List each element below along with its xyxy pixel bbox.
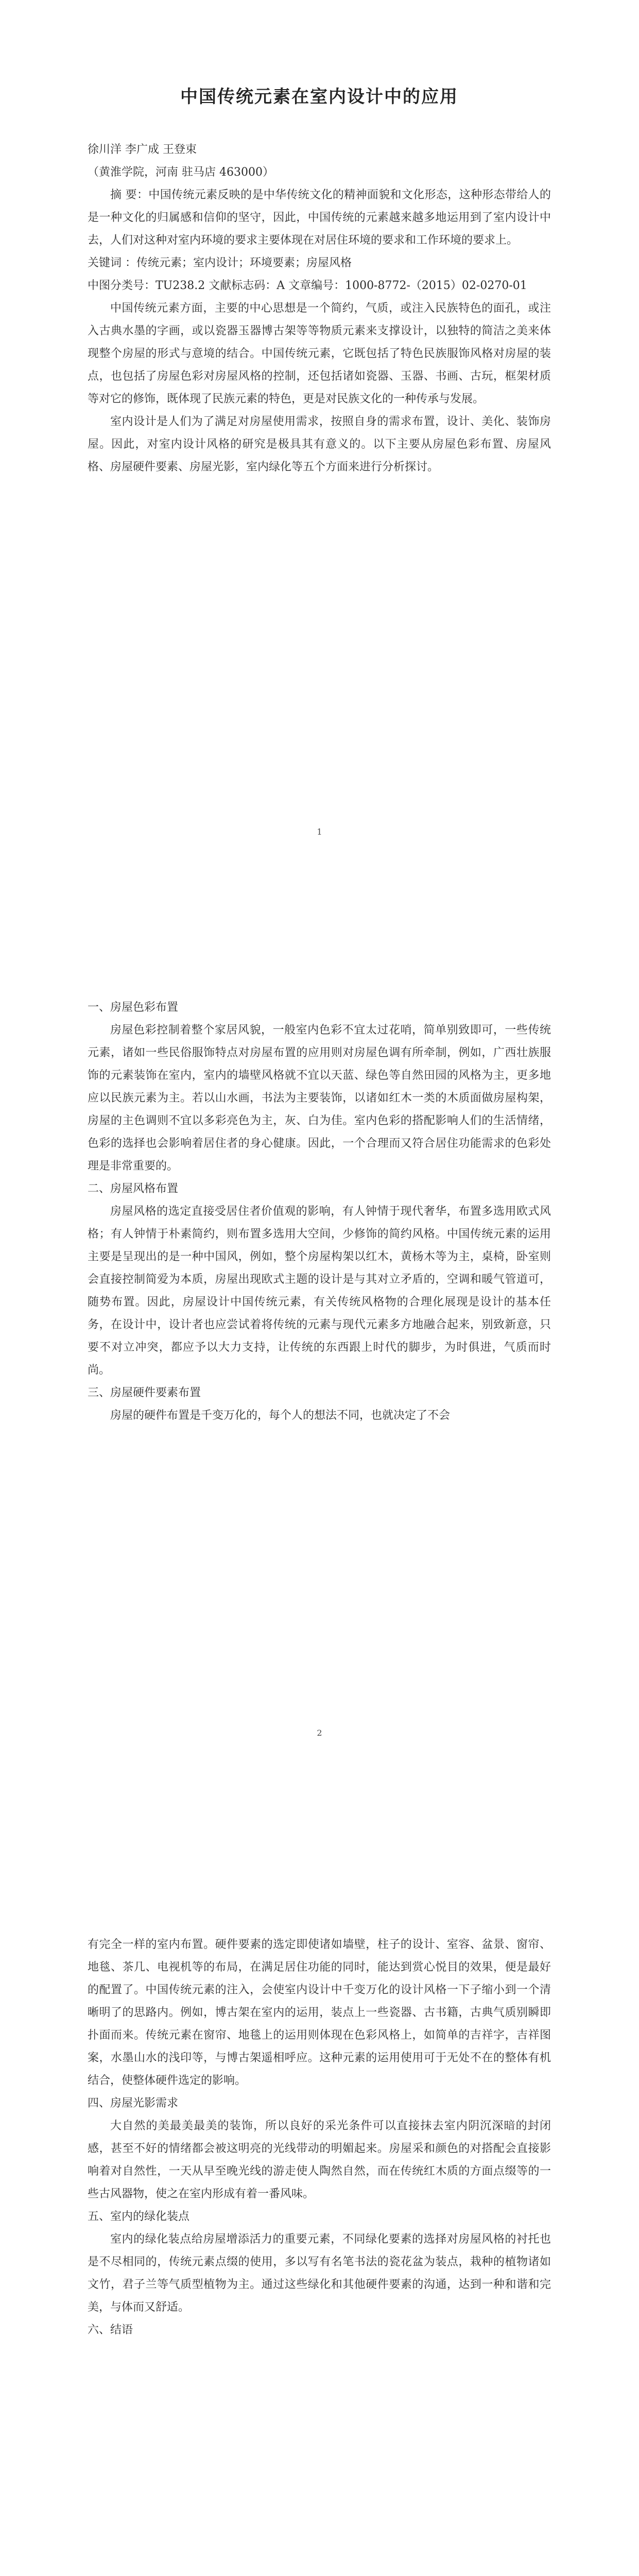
section-heading-2: 二、房屋风格布置 [88, 1182, 179, 1195]
affiliation: （黄淮学院，河南 驻马店 463000） [88, 166, 274, 179]
intro-paragraph-1: 中国传统元素方面，主要的中心思想是一个简约，气质，或注入民族特色的面孔，或注入古典水墨的字画，或以瓷器玉器博古架等等物质元素来支撑设计，以独特的简洁之美来体现整个房屋的形式与意境的结合。中国传统元素，它既包括了特色民族服饰风格对房屋的装点，也包括了房屋色彩对房屋风格的控制，还包括诸如瓷器、玉器、书画、古玩，框架材质等对它的修饰，既体现了民族元素的特色，更是对民族文化的一种传承与发展。 [88, 302, 551, 405]
abstract: 摘 要：中国传统元素反映的是中华传统文化的精神面貌和文化形态，这种形态带给人的是一种文化的归属感和信仰的坚守，因此，中国传统的元素越来越多地运用到了室内设计中去，人们对这种对室内环境的要求主要体现在对居住环境的要求和工作环境的要求上。 [88, 189, 551, 247]
classification: 中图分类号：TU238.2 文献标志码：A 文章编号：1000-8772-（2015）02-0270-01 [88, 279, 527, 292]
section-heading-3: 三、房屋硬件要素布置 [88, 1386, 201, 1399]
article-title: 中国传统元素在室内设计中的应用 [180, 87, 458, 107]
section-heading-1: 一、房屋色彩布置 [88, 1001, 179, 1014]
page-1 [0, 0, 639, 904]
page-2 [0, 904, 639, 1807]
section-2-paragraph: 房屋风格的选定直接受居住者价值观的影响，有人钟情于现代奢华，布置多选用欧式风格；有人钟情于朴素简约，则布置多选用大空间，少修饰的简约风格。中国传统元素的运用主要是呈现出的是一种中国风，例如，整个房屋构架以红木，黄杨木等为主，桌椅，卧室则会直接控制简爱为本质，房屋出现欧式主题的设计是与其对立矛盾的，空调和暖气管道可，随势布置。因此，房屋设计中国传统元素，有关传统风格物的合理化展现是设计的基本任务，在设计中，设计者也应尝试着将传统的元素与现代元素多方地融合起来，别致新意，只要不对立冲突，都应予以大力支持，让传统的东西跟上时代的脚步，为时俱进，气质而时尚。 [88, 1205, 551, 1377]
page-number: 2 [317, 1728, 322, 1738]
intro-paragraph-2: 室内设计是人们为了满足对房屋使用需求，按照自身的需求布置，设计、美化、装饰房屋。因此，对室内设计风格的研究是极具其有意义的。以下主要从房屋色彩布置、房屋风格、房屋硬件要素、房屋光影，室内绿化等五个方面来进行分析探讨。 [88, 415, 551, 473]
section-1-paragraph: 房屋色彩控制着整个家居风貌，一般室内色彩不宜太过花哨，简单别致即可，一些传统元素，诸如一些民俗服饰特点对房屋布置的应用则对房屋色调有所牵制，例如，广西壮族服饰的元素装饰在室内，室内的墙壁风格就不宜以天蓝、绿色等自然田园的风格为主，更多地应以民族元素为主。若以山水画，书法为主要装饰，以诸如红木一类的木质面做房屋构架，房屋的主色调则不宜以多彩亮色为主，灰、白为佳。室内色彩的搭配影响人们的生活情绪，色彩的选择也会影响着居住者的身心健康。因此，一个合理而又符合居住功能需求的色彩处理是非常重要的。 [88, 1024, 551, 1173]
page-number: 1 [317, 827, 322, 837]
section-4-paragraph: 大自然的美最美最美的装饰，所以良好的采光条件可以直接抹去室内阴沉深暗的封闭感，甚至不好的情绪都会被这明亮的光线带动的明媚起来。房屋采和颜色的对搭配会直接影响着对自然性，一天从早至晚光线的游走使人陶然自然，而在传统红木质的方面点缀等的一些古风器物，使之在室内形成有着一番风味。 [88, 2120, 551, 2200]
section-heading-4: 四、房屋光影需求 [88, 2097, 179, 2110]
page-1-content [88, 82, 551, 479]
authors: 徐川洋 李广成 王登束 [88, 143, 197, 156]
page-2-content [88, 996, 551, 1427]
section-5-paragraph: 室内的绿化装点给房屋增添活力的重要元素，不同绿化要素的选择对房屋风格的衬托也是不尽相同的，传统元素点缀的使用，多以写有名笔书法的瓷花盆为装点，栽种的植物诸如文竹，君子兰等气质型植物为主。通过这些绿化和其他硬件要素的沟通，达到一种和谐和完美，与体而又舒适。 [88, 2233, 551, 2314]
section-3-paragraph: 房屋的硬件布置是千变万化的，每个人的想法不同，也就决定了不会 [110, 1409, 451, 1422]
section-heading-5: 五、室内的绿化装点 [88, 2210, 190, 2223]
page-3-content [88, 1934, 551, 2342]
section-3-continued: 有完全一样的室内布置。硬件要素的选定即使诸如墙壁，柱子的设计、室容、盆景、窗帘、地毯、茶几、电视机等的布局，在满足居住功能的同时，能达到赏心悦目的效果，便是最好的配置了。中国传统元素的注入，会使室内设计中千变万化的设计风格一下子缩小到一个清晰明了的思路内。例如，博古架在室内的运用，装点上一些瓷器、古书籍，古典气质别瞬即扑面而来。传统元素在窗帘、地毯上的运用则体现在色彩风格上，如简单的吉祥字，吉祥图案，水墨山水的浅印等，与博古架遥相呼应。这种元素的运用使用可于无处不在的整体有机结合，使整体硬件选定的影响。 [88, 1938, 551, 2087]
section-heading-6: 六、结语 [88, 2324, 133, 2336]
keywords: 关键词 ：传统元素；室内设计；环境要素；房屋风格 [88, 257, 352, 269]
page-3 [0, 1807, 639, 2576]
